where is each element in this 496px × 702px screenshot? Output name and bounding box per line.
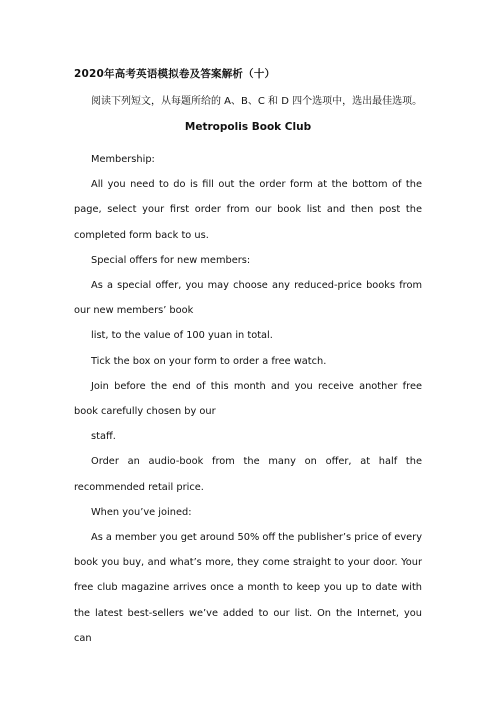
paragraph-offer-books: As a special offer, you may choose any reduced-price books from our new members’ book	[74, 280, 422, 317]
document-heading: 2020年高考英语模拟卷及答案解析（十）	[74, 68, 276, 80]
paragraph-membership: All you need to do is fill out the order form at the bottom of the page, select your first order from our book list and then post the completed form back to us.	[74, 179, 422, 241]
passage-title: Metropolis Book Club	[184, 121, 312, 133]
paragraph-free-watch: Tick the box on your form to order a free watch.	[91, 355, 327, 367]
paragraph-offer-books-continued: list, to the value of 100 yuan in total.	[91, 330, 273, 342]
section-label-joined: When you’ve joined:	[91, 506, 192, 518]
paragraph-free-book-continued: staff.	[91, 431, 116, 443]
section-label-membership: Membership:	[91, 154, 155, 165]
paragraph-member-benefits: As a member you get around 50% off the publisher’s price of every book you buy, and what’s more, they come straight to your door. Your free club magazine arrives once a month to keep you up to date with the latest best-sellers we’ve added to our list. On the Internet, you can	[74, 532, 422, 644]
passage-body	[74, 147, 422, 651]
section-label-special-offers: Special offers for new members:	[91, 254, 251, 266]
reading-instruction: 阅读下列短文，从每题所给的 A、B、C 和 D 四个选项中，选出最佳选项。	[91, 96, 423, 107]
paragraph-audio-book: Order an audio-book from the many on offer, at half the recommended retail price.	[74, 456, 422, 493]
paragraph-free-book: Join before the end of this month and you receive another free book carefully chosen by our	[74, 380, 422, 418]
